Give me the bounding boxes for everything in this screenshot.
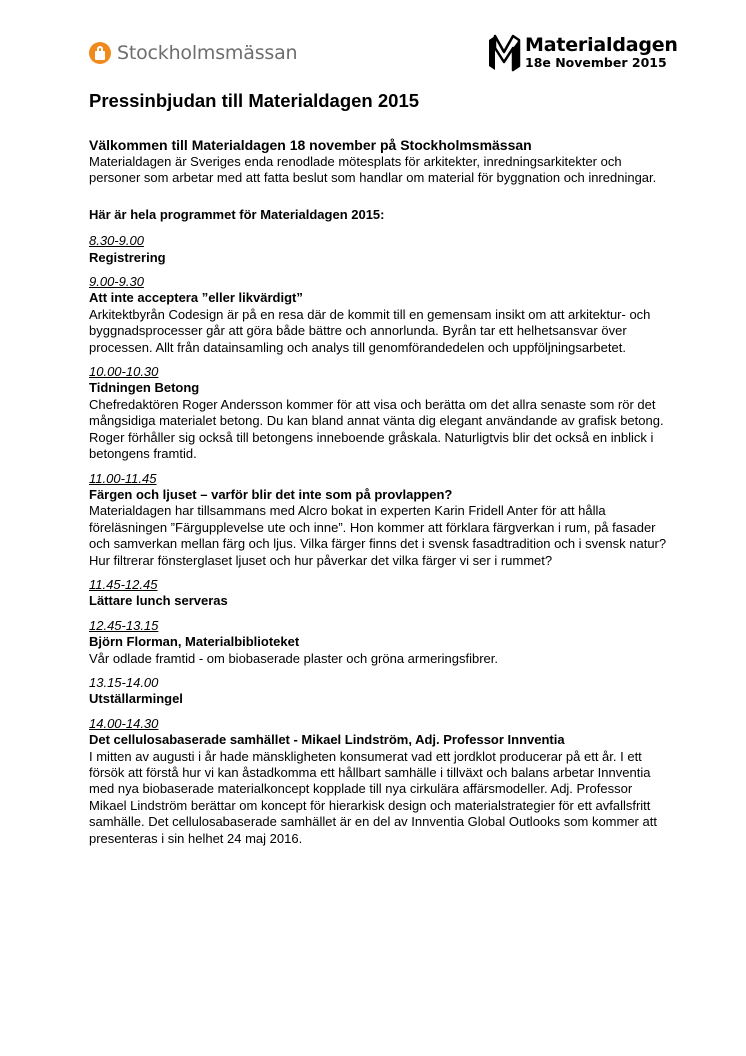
intro-title: Välkommen till Materialdagen 18 november på Stockholmsmässan — [89, 137, 532, 153]
stockholmsmassan-logo — [89, 42, 297, 64]
program-title: Färgen och ljuset – varför blir det inte som på provlappen? — [89, 486, 453, 502]
program-title: Tidningen Betong — [89, 380, 200, 396]
program-item — [89, 577, 669, 610]
program-item — [89, 471, 669, 569]
program-time: 12.45-13.15 — [89, 617, 159, 633]
event-logo-title: Materialdagen — [525, 34, 678, 57]
program-time: 10.00-10.30 — [89, 364, 159, 380]
program-title: Registrering — [89, 249, 166, 265]
program-item — [89, 716, 669, 847]
program-item — [89, 675, 669, 708]
program-title: Björn Florman, Materialbiblioteket — [89, 634, 300, 650]
intro-body: Materialdagen är Sveriges enda renodlade mötesplats för arkitekter, inredningsarkitekter och personer som arbetar med att fatta beslut som handlar om material för byggnation och inredningar. — [89, 154, 657, 186]
program-title: Det cellulosabaserade samhället - Mikael Lindström, Adj. Professor Innventia — [89, 732, 565, 748]
program-time: 9.00-9.30 — [89, 274, 144, 290]
program-item — [89, 364, 669, 462]
program-time: 14.00-14.30 — [89, 715, 159, 731]
program-title: Utställarmingel — [89, 691, 183, 707]
event-logo-date: 18e November 2015 — [525, 55, 667, 71]
program-heading: Här är hela programmet för Materialdagen 2015: — [89, 206, 385, 222]
program-time: 11.45-12.45 — [89, 576, 158, 592]
program-title: Att inte acceptera ”eller likvärdigt” — [89, 290, 303, 306]
program-description: Arkitektbyrån Codesign är på en resa där de kommit till en gemensam insikt om att arkitektur- och byggnadsprocesser går att göra både bättre och annorlunda. Byrån tar ett helhetsansvar över processen. Allt från datainsamling och analys till genomförandedelen och uppföljningsarbetet. — [89, 306, 651, 355]
program-description: I mitten av augusti i år hade mänskligheten konsumerat vad ett jordklot producerar på ett år. I ett försök att förstå hur vi kan åstadkomma ett hållbart samhälle i tillväxt och balans arbetar Innventia med nya biobaserade materialkoncept kopplade till nya cirkulära affärsmodeller. Adj. Professor Mikael Lindström berättar om koncept för hierarkisk design och materialstrategier för ett avfallsfritt samhälle. Det cellulosabaserade samhället är en del av Innventia Global Outlooks som kommer att presenteras i sin helhet 24 maj 2016. — [89, 748, 657, 846]
program-description: Materialdagen har tillsammans med Alcro bokat in experten Karin Fridell Anter för att hålla föreläsningen ”Färgupplevelse ute och inne”. Hon kommer att förklara färgverkan i rum, på fasader och samverkan mellan färg och ljus. Vilka färger finns det i svensk fasadtradition och i svensk natur? Hur filtrerar fönsterglaset ljuset och hur påverkar det vilka färger vi ser i rummet? — [89, 503, 667, 568]
materialdagen-logo — [487, 34, 678, 72]
program-description: Vår odlade framtid - om biobaserade plaster och gröna armeringsfibrer. — [89, 650, 498, 666]
program-time: 11.00-11.45 — [89, 470, 157, 486]
document-body — [89, 90, 669, 847]
program-title: Lättare lunch serveras — [89, 593, 228, 609]
page-title: Pressinbjudan till Materialdagen 2015 — [89, 90, 420, 111]
program-description: Chefredaktören Roger Andersson kommer för att visa och berätta om det allra senaste som rör det mångsidiga materialet betong. Du kan bland annat vänta dig elegant användande av grafisk betong. Roger förhåller sig också till betongens inneboende gråskala. Naturligtvis blir det också en inblick i betongens framtid. — [89, 396, 664, 462]
org-name: Stockholmsmässan — [117, 42, 298, 64]
program-time: 8.30-9.00 — [89, 233, 144, 249]
m-mark-icon — [487, 34, 521, 72]
program-time: 13.15-14.00 — [89, 674, 159, 690]
program-item — [89, 233, 669, 266]
program-item — [89, 618, 669, 667]
program-list — [89, 233, 669, 847]
page-header — [0, 34, 746, 78]
shopping-bag-icon — [89, 42, 111, 64]
program-item — [89, 274, 669, 356]
